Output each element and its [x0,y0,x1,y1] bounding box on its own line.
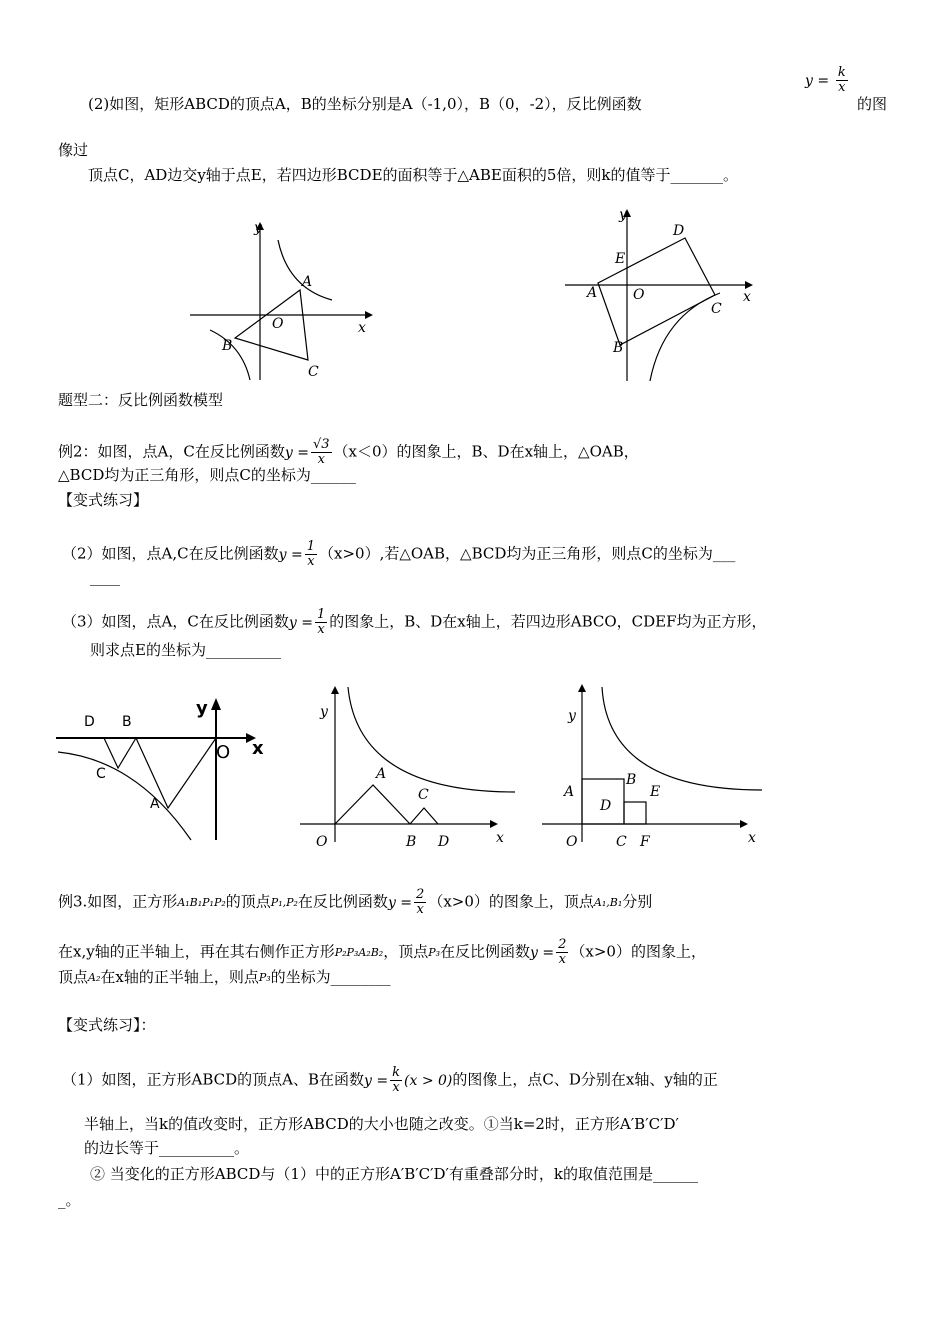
fig5-point-c: C [616,834,627,850]
example-2-line-2: △BCD均为正三角形，则点C的坐标为______ [58,466,356,484]
question-2-line-1: （2）如图，点A,C在反比例函数y = $\frac{1}{x}$ （x>0）,若△OAB，△BCD均为正三角形，则点C的坐标为___ [62,539,736,569]
example-3-line-2: 在x,y轴的正半轴上，再在其右侧作正方形P₂P₃A₂B₂，顶点P₃在反比例函数y = $\frac{2}{x}$ （x>0）的图象上， [58,937,706,967]
fig4-point-b: B [406,834,417,850]
problem-2-line-1: (2)如图，矩形ABCD的顶点A，B的坐标分别是A（-1,0），B（0，-2），反比例函数 [88,95,642,113]
fig2-point-d: D [673,223,685,239]
fig4-point-c: C [418,787,429,803]
fig3-point-c: C [96,766,106,782]
fig3-point-b: B [122,714,132,730]
figure-5 [542,682,772,852]
question-3-line-1: （3）如图，点A，C在反比例函数y = $\frac{1}{x}$ 的图象上，B、D在x轴上，若四边形ABCO，CDEF均为正方形， [62,607,767,637]
fig2-point-e: E [615,251,626,267]
fig3-origin-label: O [216,742,231,763]
figure-4 [300,682,520,852]
inverse-function-formula: y = $\frac{k}{x}$ [805,65,846,95]
variant-heading-1: 【变式练习】 [58,491,149,509]
problem-2-line-1-end: 的图 [857,95,888,113]
fig5-origin-label: O [566,834,578,850]
question-1-line-1: （1）如图，正方形ABCD的顶点A、B在函数y = $\frac{k}{x}$ (x > 0)的图像上，点C、D分别在x轴、y轴的正 [62,1065,718,1095]
example-2-line-1: 例2：如图，点A，C在反比例函数y = $\frac{√3}{x}$ （x＜0）的图象上，B、D在x轴上，△OAB， [58,437,639,467]
fig5-point-f: F [640,834,650,850]
fig2-point-a: A [587,285,598,301]
example-3-line-1: 例3.如图，正方形A₁B₁P₁P₂的顶点P₁,P₂在反比例函数y = $\frac{2}{x}$ （x>0）的图象上，顶点A₁,B₁分别 [58,887,653,917]
problem-2-line-2: 像过 [58,141,89,159]
fig1-y-label: y [254,220,262,236]
question-2-line-2: ____ [90,568,120,586]
fig5-point-a: A [564,784,575,800]
fig2-point-b: B [613,340,624,356]
figure-1 [190,220,380,385]
type-2-heading: 题型二：反比例函数模型 [58,391,224,409]
fig3-y-label: y [196,698,208,719]
fig5-y-label: y [568,708,576,724]
question-1-line-4: ② 当变化的正方形ABCD与（1）中的正方形A′B′C′D′有重叠部分时，k的取值范围是______ [90,1165,699,1183]
problem-2-line-3: 顶点C，AD边交y轴于点E，若四边形BCDE的面积等于△ABE面积的5倍，则k的值等于_______。 [88,166,738,184]
fig4-point-a: A [376,766,387,782]
fig3-point-a: A [150,796,160,812]
fig3-x-label: x [252,738,264,759]
question-1-line-2: 半轴上，当k的值改变时，正方形ABCD的大小也随之改变。①当k=2时，正方形A′B′C′D′ [84,1115,679,1133]
fig1-point-b: B [222,338,233,354]
question-3-line-2: 则求点E的坐标为__________ [90,641,281,659]
fig1-origin-label: O [272,316,284,332]
fig1-point-a: A [302,274,313,290]
fig3-point-d: D [84,714,95,730]
fig5-point-d: D [600,798,612,814]
figure-3 [56,690,276,850]
question-1-line-5: _。 [58,1191,81,1209]
fig1-x-label: x [358,320,366,336]
question-1-line-3: 的边长等于__________。 [84,1139,250,1157]
fig2-y-label: y [619,207,627,223]
fig5-x-label: x [748,830,756,846]
variant-heading-2: 【变式练习】： [58,1016,156,1034]
fig1-point-c: C [308,364,319,380]
fig2-point-c: C [711,301,722,317]
fig4-y-label: y [320,704,328,720]
fig2-origin-label: O [633,287,645,303]
fig4-origin-label: O [316,834,328,850]
fig5-point-b: B [626,772,637,788]
fig5-point-e: E [650,784,661,800]
fig4-point-d: D [438,834,450,850]
example-3-line-3: 顶点A₂在x轴的正半轴上，则点P₃的坐标为________ [58,968,391,986]
fig2-x-label: x [743,289,751,305]
figure-2 [565,205,760,385]
fig4-x-label: x [496,830,504,846]
